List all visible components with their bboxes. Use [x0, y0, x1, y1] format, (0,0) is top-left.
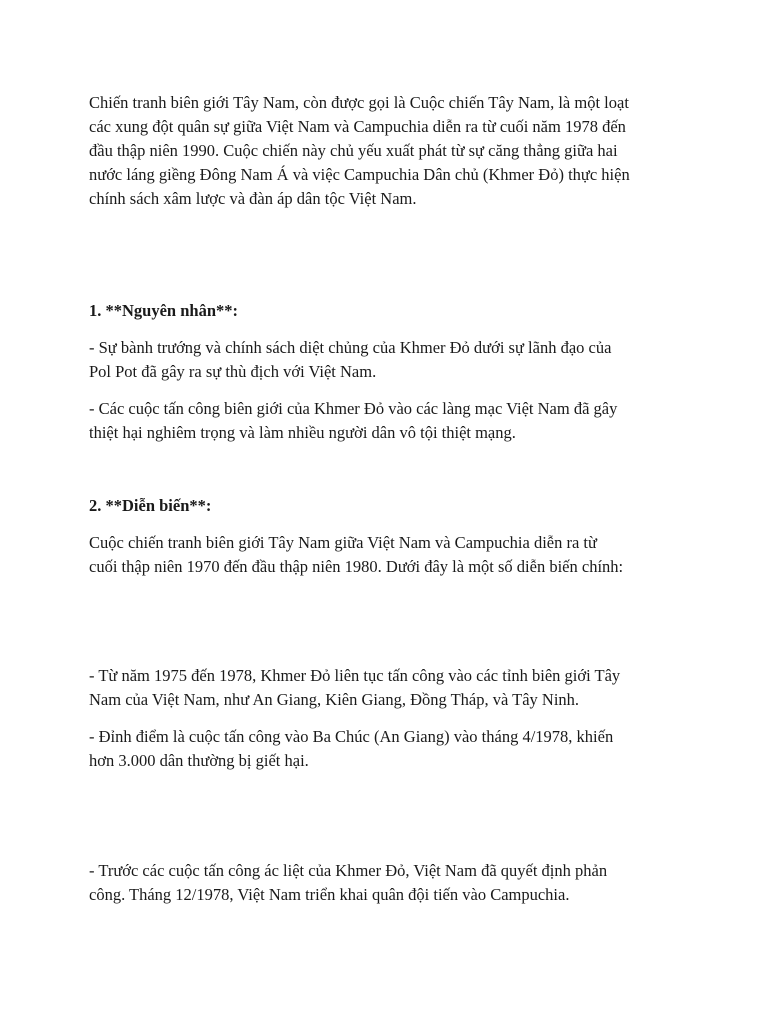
- section-2-item-1: - Từ năm 1975 đến 1978, Khmer Đỏ liên tục tấn công vào các tỉnh biên giới Tây Nam của Việt Nam, như An Giang, Kiên Giang, Đồng Tháp, và Tây Ninh.: [89, 666, 621, 709]
- section-1-heading: 1. **Nguyên nhân**:: [89, 301, 238, 320]
- intro-paragraph: Chiến tranh biên giới Tây Nam, còn được gọi là Cuộc chiến Tây Nam, là một loạt các xung đột quân sự giữa Việt Nam và Campuchia diễn ra từ cuối năm 1978 đến đầu thập niên 1990. Cuộc chiến này chủ yếu xuất phát từ sự căng thẳng giữa hai nước láng giềng Đông Nam Á và việc Campuchia Dân chủ (Khmer Đỏ) thực hiện chính sách xâm lược và đàn áp dân tộc Việt Nam.: [89, 93, 630, 208]
- section-2-intro: Cuộc chiến tranh biên giới Tây Nam giữa Việt Nam và Campuchia diễn ra từ cuối thập niên 1970 đến đầu thập niên 1980. Dưới đây là một số diễn biến chính:: [89, 533, 624, 576]
- section-2-item-2: - Đỉnh điểm là cuộc tấn công vào Ba Chúc (An Giang) vào tháng 4/1978, khiến hơn 3.000 dân thường bị giết hại.: [89, 727, 614, 770]
- section-2-item-3: - Trước các cuộc tấn công ác liệt của Khmer Đỏ, Việt Nam đã quyết định phản công. Tháng 12/1978, Việt Nam triển khai quân đội tiến vào Campuchia.: [89, 861, 608, 904]
- section-2-heading: 2. **Diễn biến**:: [89, 496, 212, 515]
- section-1-item-1: - Sự bành trướng và chính sách diệt chủng của Khmer Đỏ dưới sự lãnh đạo của Pol Pot đã gây ra sự thù địch với Việt Nam.: [89, 338, 612, 381]
- section-1-item-2: - Các cuộc tấn công biên giới của Khmer Đỏ vào các làng mạc Việt Nam đã gây thiệt hại nghiêm trọng và làm nhiều người dân vô tội thiệt mạng.: [89, 399, 618, 442]
